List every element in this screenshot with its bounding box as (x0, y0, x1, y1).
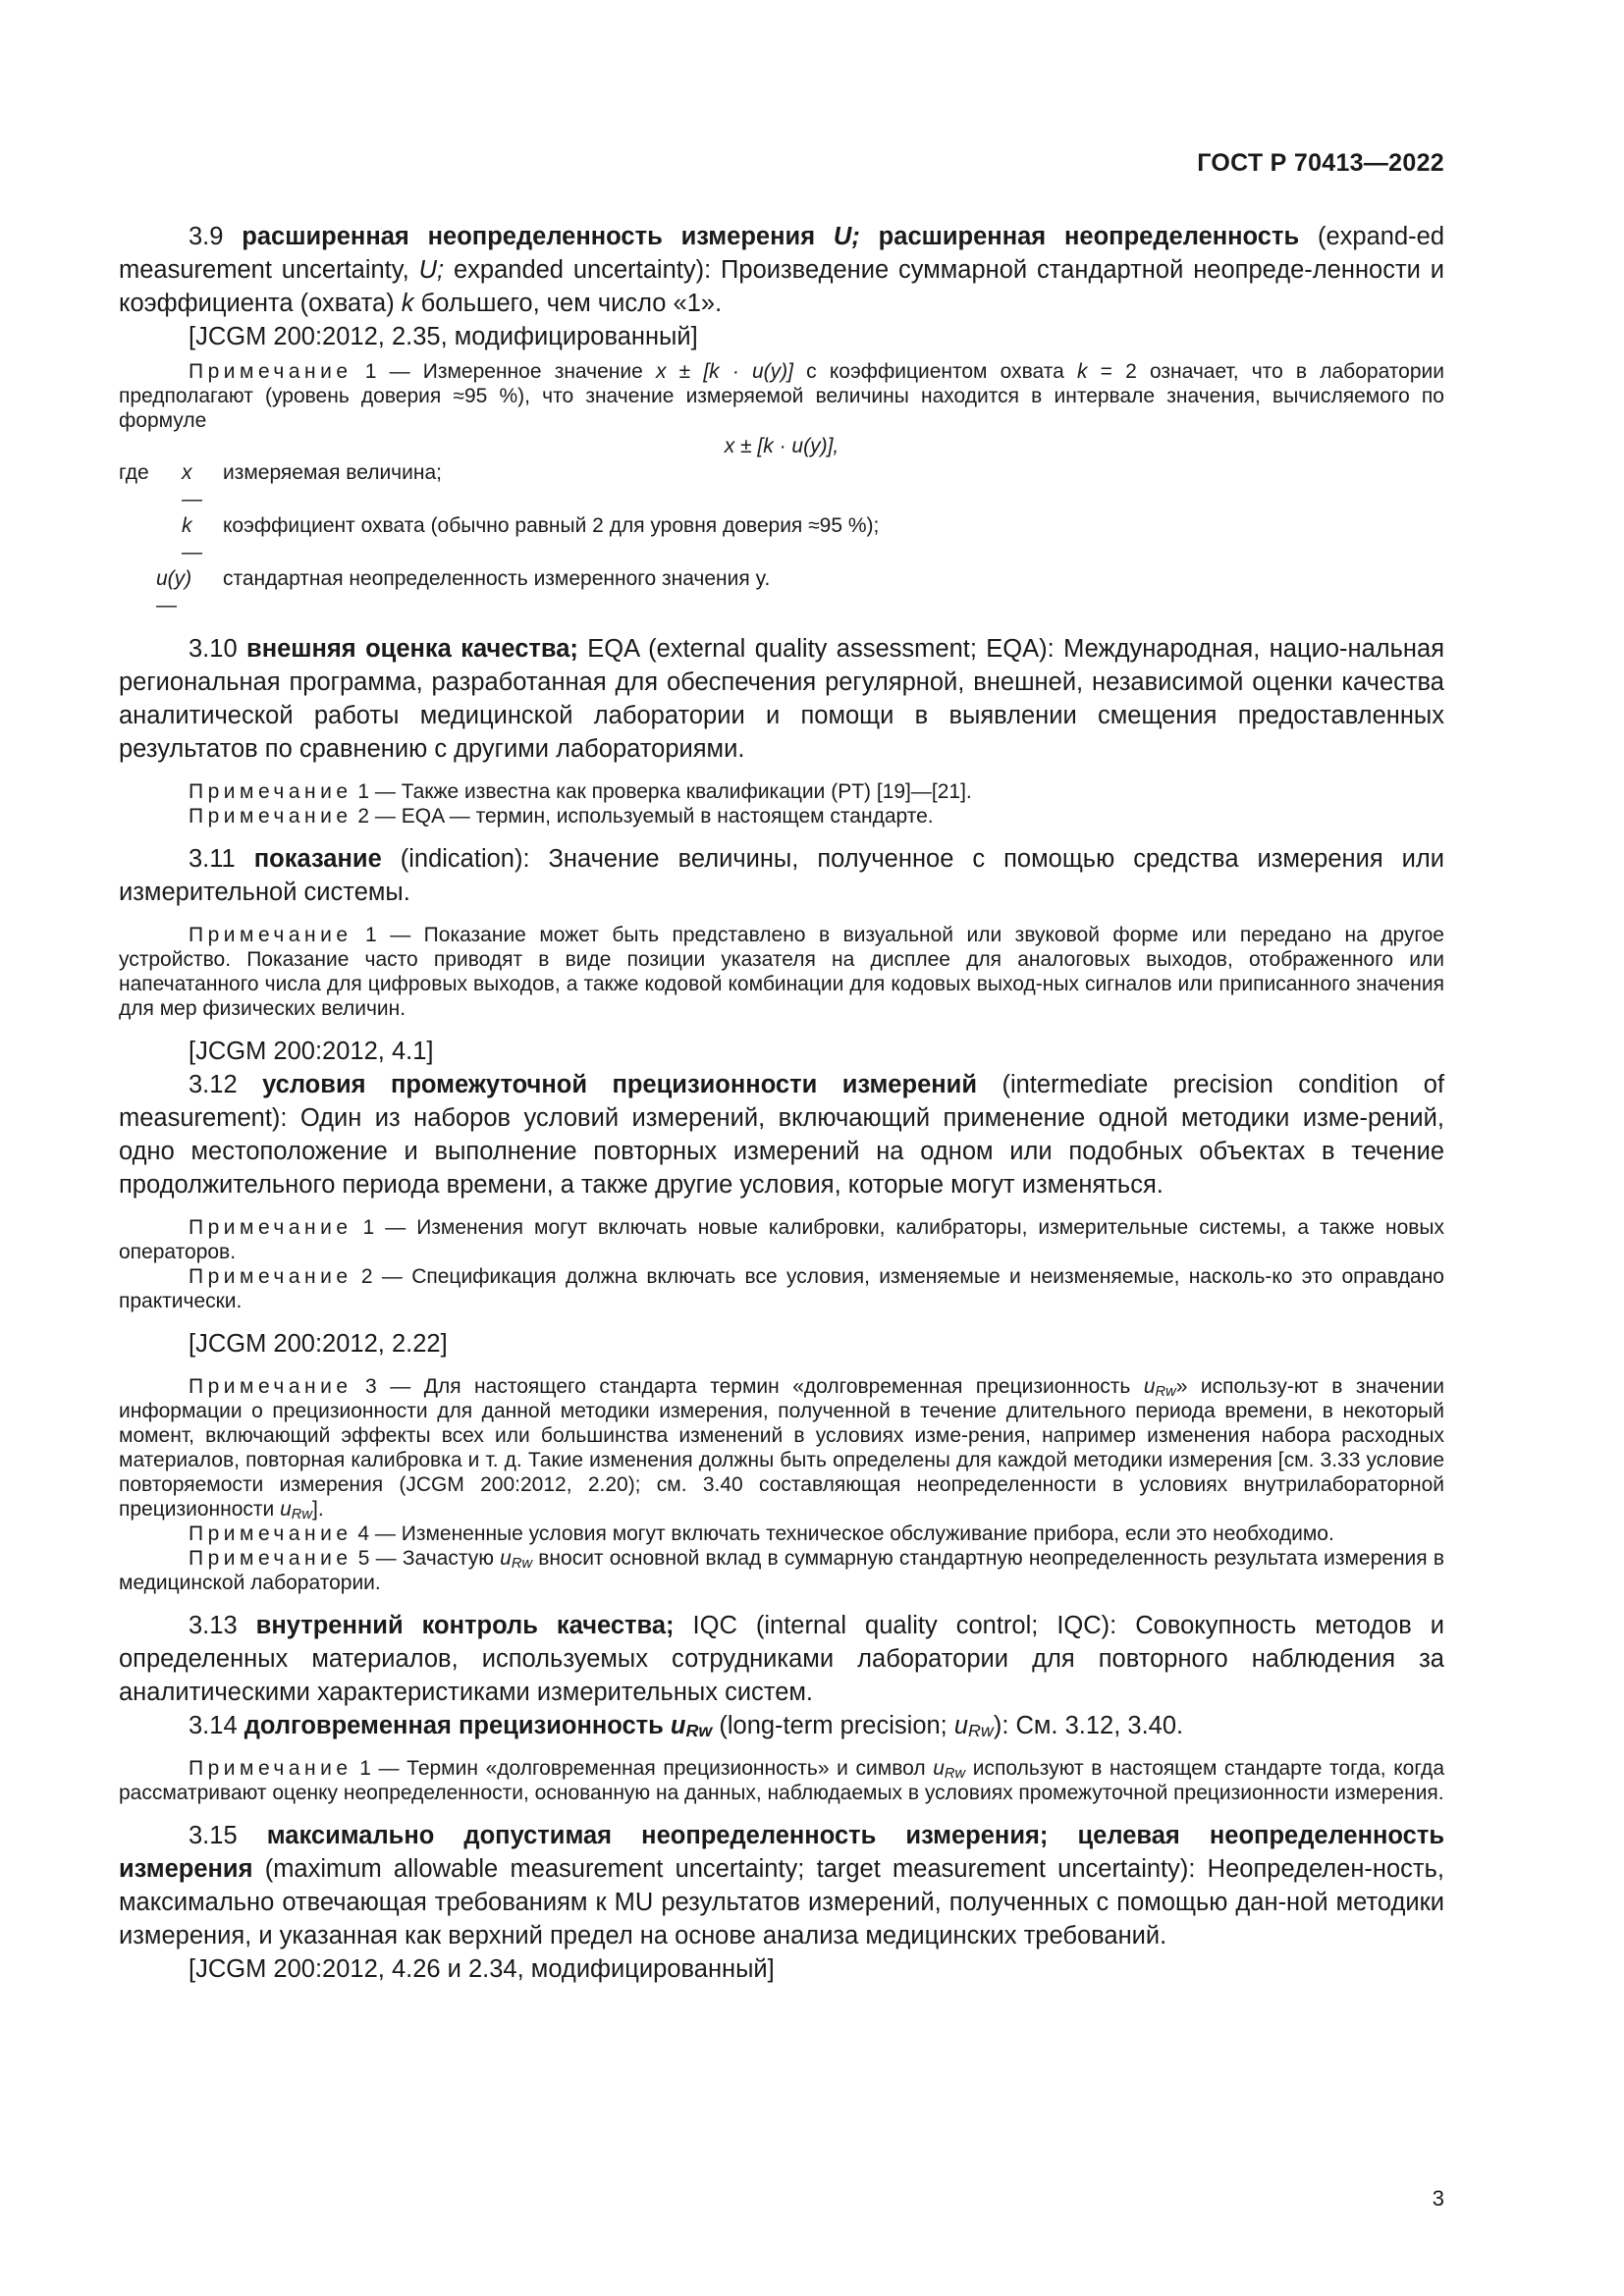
term-name: максимально допустимая неопределенность измерения; целевая неопределенность измерения (119, 1822, 1445, 1883)
where-symbol: u(y) — (156, 567, 192, 616)
note-label: Примечание (189, 1375, 352, 1398)
note-text: 1 — Термин «долговременная прецизионность» и символ (352, 1757, 934, 1780)
standard-header: ГОСТ Р 70413—2022 (1197, 149, 1444, 177)
note-text: » использу-ют в значении информации о прецизионности для данной методики измерения, полученной в течение длительного периода времени, в некоторый момент, включающий эффекты всех или большинства изменений в условиях изме-рения, например изменения набора расходных материалов, повторная калибровка и т. д. Такие изменения должны быть определены для каждой методики измерения [см. 3.33 условие повторяемости измерения (JCGM 200:2012, 2.20); см. 3.40 составляющая неопределенности в условиях внутрилабораторной прецизионности (119, 1375, 1444, 1521)
note-3-12-3 (119, 1374, 1444, 1522)
note-expression: x ± [k · u(y)] (655, 360, 793, 383)
where-row-0 (119, 459, 1444, 512)
term-name: внешняя оценка качества; (246, 635, 578, 663)
note-label: Примечание (189, 1265, 352, 1288)
urw-symbol: $u_{Rw}$ (670, 1712, 713, 1740)
where-description: измеряемая величина; (223, 461, 442, 484)
note-text: 5 — Зачастую (352, 1547, 501, 1570)
term-number: 3.10 (189, 635, 247, 663)
term-name: внутренний контроль качества; (255, 1612, 675, 1639)
source-reference: [JCGM 200:2012, 2.35, модифицированный] (189, 323, 698, 350)
urw-symbol: $u_{Rw}$ (500, 1547, 533, 1572)
note-text: с коэффициентом охвата (793, 360, 1077, 383)
note-label: Примечание (189, 1522, 352, 1545)
term-3-9 (119, 220, 1444, 320)
term-3-14 (119, 1709, 1444, 1742)
note-3-12-2 (119, 1264, 1444, 1313)
note-text: 1 — Показание может быть представлено в визуальной или звуковой форме или передано на другое устройство. Показание часто приводят в виде позиции указателя на дисплее для аналоговых выходов, отображенного или напечатанного числа для цифровых выходов, а также кодовой комбинации для кодовых выход-ных сигналов или приписанного значения для мер физических величин. (119, 924, 1444, 1020)
note-3-14-1 (119, 1756, 1444, 1805)
term-number: 3.11 (189, 845, 254, 873)
note-3-12-4 (119, 1522, 1444, 1546)
where-description: коэффициент охвата (обычно равный 2 для уровня доверия ≈95 %); (223, 514, 880, 537)
where-description: стандартная неопределенность измеренного значения y. (223, 567, 771, 590)
urw-symbol: $u_{Rw}$ (933, 1757, 966, 1782)
note-3-12-5 (119, 1546, 1444, 1595)
where-symbol: k — (182, 514, 202, 563)
k-symbol: k (401, 290, 414, 317)
urw-symbol: $u_{Rw}$ (953, 1712, 994, 1740)
term-name: долговременная прецизионность (244, 1712, 671, 1739)
term-definition: IQC (internal quality control; IQC): Совокупность методов и определенных материалов, используемых сотрудниками лаборатории для повторного наблюдения за аналитическими характеристиками измерительных систем. (119, 1612, 1445, 1706)
term-number: 3.15 (189, 1822, 267, 1849)
term-number: 3.14 (189, 1712, 244, 1739)
note-text: используют в настоящем стандарте тогда, когда рассматривают оценку неопределенности, основанную на данных, наблюдаемых в условиях промежуточной прецизионности измерения. (119, 1757, 1444, 1804)
term-definition-2: expanded uncertainty): Произведение суммарной стандартной неопреде-ленности и коэффициента (охвата) (119, 256, 1445, 317)
term-definition: (intermediate precision condition of measurement): Один из наборов условий измерений, включающий применение одной методики изме-рений, одно местоположение и выполнение повторных измерений на одном или подобных объектах в течение продолжительного периода времени, а также другие условия, которые могут изменяться. (119, 1071, 1445, 1199)
note-text: 2 — EQA — термин, используемый в настоящем стандарте. (352, 805, 934, 828)
term-name: показание (253, 845, 382, 873)
note-label: Примечание (189, 1216, 352, 1239)
term-definition: EQA (external quality assessment; EQA): Международная, нацио-нальная региональная программа, разработанная для обеспечения регулярной, внешней, независимой оценки качества аналитической работы медицинской лаборатории и помощи в выявлении смещения предоставленных результатов по сравнению с другими лабораториями. (119, 635, 1444, 763)
term-definition-2: ): См. 3.12, 3.40. (993, 1712, 1184, 1739)
term-symbol-inline: U; (418, 256, 445, 284)
note-3-9-1 (119, 359, 1444, 433)
term-number: 3.12 (189, 1071, 263, 1098)
note-text: ]. (312, 1498, 324, 1521)
formula (119, 433, 1444, 459)
note-label: Примечание (189, 360, 352, 383)
term-name-2: расширенная неопределенность (859, 223, 1300, 250)
term-3-11 (119, 842, 1444, 909)
note-text: 1 — Также известна как проверка квалификации (PT) [19]—[21]. (352, 780, 972, 803)
term-definition: (maximum allowable measurement uncertainty; target measurement uncertainty): Неопределен-ность, максимально отвечающая требованиям к MU результатов измерений, полученных с помощью дан-ной методики измерения, и указанная как верхний предел на основе анализа медицинских требований. (119, 1855, 1444, 1949)
term-number: 3.13 (189, 1612, 256, 1639)
term-3-13 (119, 1609, 1444, 1709)
source-reference: [JCGM 200:2012, 4.26 и 2.34, модифицированный] (189, 1955, 775, 1983)
formula-expression: x ± [k · u(y)], (724, 435, 839, 457)
where-symbol: x — (182, 461, 202, 510)
urw-symbol: $u_{Rw}$ (1143, 1375, 1176, 1400)
urw-symbol: $u_{Rw}$ (280, 1498, 312, 1522)
note-3-10-2 (119, 804, 1444, 828)
term-3-12 (119, 1068, 1444, 1201)
note-text: 1 — Измеренное значение (352, 360, 656, 383)
note-label: Примечание (189, 780, 352, 803)
term-symbol: U; (833, 223, 860, 250)
term-3-15 (119, 1819, 1444, 1952)
term-definition: (indication): Значение величины, полученное с помощью средства измерения или измерительной системы. (119, 845, 1444, 906)
term-definition-3: большего, чем число «1». (413, 290, 723, 317)
note-text: 1 — Изменения могут включать новые калибровки, калибраторы, измерительные системы, а также новых операторов. (119, 1216, 1444, 1263)
page-content (119, 220, 1444, 1986)
note-label: Примечание (189, 1547, 352, 1570)
where-word: где (119, 461, 149, 484)
note-3-11-1 (119, 923, 1444, 1021)
note-text: 4 — Измененные условия могут включать техническое обслуживание прибора, если это необходимо. (352, 1522, 1334, 1545)
term-definition: (long-term precision; (712, 1712, 954, 1739)
note-label: Примечание (189, 924, 352, 946)
source-reference: [JCGM 200:2012, 2.22] (189, 1330, 448, 1358)
where-row-1 (119, 512, 1444, 565)
source-reference: [JCGM 200:2012, 4.1] (189, 1038, 434, 1065)
term-3-10 (119, 632, 1444, 766)
where-row-2 (119, 565, 1444, 618)
note-text: 2 — Спецификация должна включать все условия, изменяемые и неизменяемые, насколь-ко это оправдано практически. (119, 1265, 1444, 1312)
note-text: = 2 означает, что в лаборатории предполагают (уровень доверия ≈95 %), что значение измеряемой величины находится в интервале значения, вычисляемого по формуле (119, 360, 1444, 432)
term-name: условия промежуточной прецизионности измерений (262, 1071, 978, 1098)
term-name: расширенная неопределенность измерения (242, 223, 834, 250)
term-number: 3.9 (189, 223, 243, 250)
page-number: 3 (1432, 2186, 1444, 2211)
note-text: вносит основной вклад в суммарную стандартную неопределенность результата измерения в медицинской лаборатории. (119, 1547, 1444, 1594)
note-text: 3 — Для настоящего стандарта термин «долговременная прецизионность (352, 1375, 1144, 1398)
note-3-12-1 (119, 1215, 1444, 1264)
note-label: Примечание (189, 805, 352, 828)
term-definition: (expand-ed measurement uncertainty, (119, 223, 1445, 284)
k-symbol: k (1076, 360, 1088, 383)
note-label: Примечание (189, 1757, 352, 1780)
note-3-10-1 (119, 779, 1444, 804)
